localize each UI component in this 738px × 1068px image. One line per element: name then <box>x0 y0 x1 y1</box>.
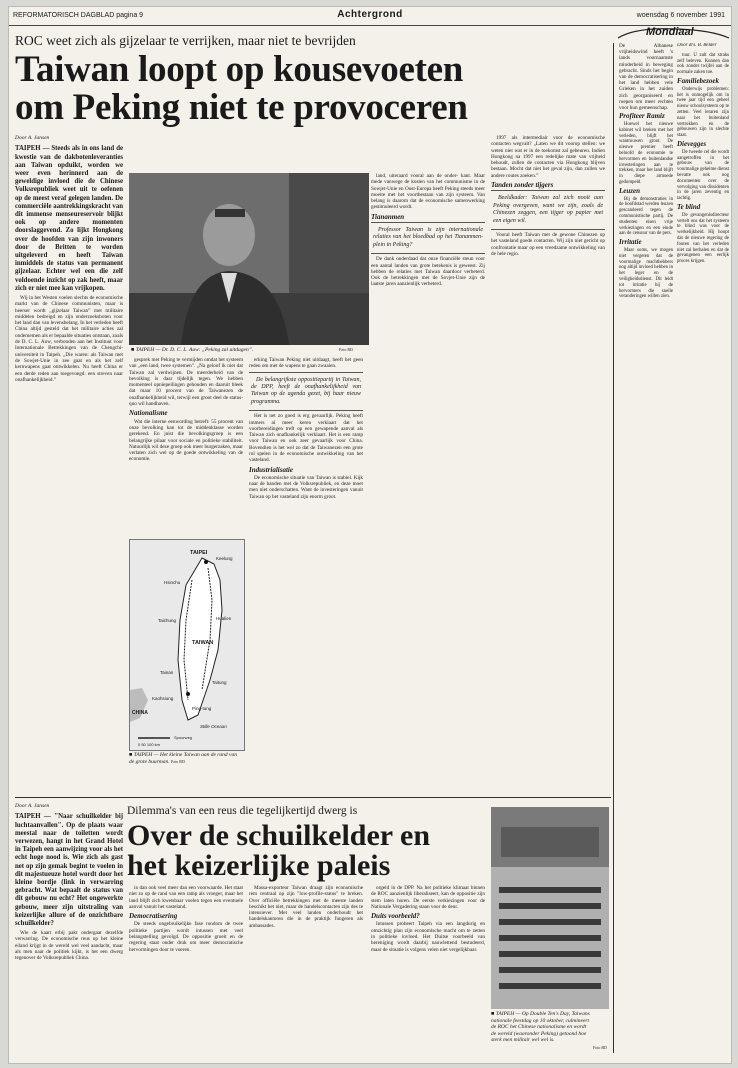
subheading: Nationalisme <box>129 409 168 418</box>
body-text: De gevangenisdirecteur vertelt ons dat het systeem te blind was voor de werkelijkheid. Hij hoopt dat de nieuwe regering de fouten van het verleden niet zal herhalen en dat de gevangenen een eerlijk proces krijgen. <box>677 212 729 265</box>
newspaper-page <box>8 6 732 1064</box>
article2-kicker: Dilemma's van een reus die tegelijkertijd dwerg is <box>127 805 358 817</box>
sidebar-divider <box>613 43 614 1053</box>
body-text: 1997 als intermediair voor de economische contacten wegvalt? „Laten we dit voorop stellen: we weten niet wat er in de toekomst zal gebeuren. Indien Hongkong na 1997 een redelijke mate van vrijheid behoudt, zullen de contacten via Hongkong blijven bestaan. Mocht dat niet het geval zijn, dan zullen we andere routes zoeken.” <box>491 135 605 179</box>
headline-line-2: om Peking niet te provoceren <box>15 87 468 128</box>
map-label-taichung: Taichung <box>158 618 177 623</box>
article2-column-4 <box>371 885 485 1053</box>
headline-line-1: Over de schuilkelder en <box>127 819 431 852</box>
parade-image <box>491 807 609 1009</box>
page-header <box>9 7 731 26</box>
map-caption: ■ TAIPEH — Het kleine Taiwan aan de rand van de grote buurman. Foto RD <box>129 752 237 765</box>
photo2-credit: Foto RD <box>593 1045 607 1050</box>
issue-date: woensdag 6 november 1991 <box>636 12 725 19</box>
subheading: Irritatie <box>619 238 642 247</box>
body-text: De economische situatie van Taiwan is stabiel. Kijk naar de banden met de Volksrepubliek, en deze moet men niet onderschatten. Want de investeringen vanuit Taiwan op het vasteland zijn enorm groot. <box>249 474 363 500</box>
section-title: Achtergrond <box>337 9 403 20</box>
pull-quote: De belangrijkste oppositiepartij in Taiwan, de DPP, heeft de onafhankelijkheid van Taiwan op de agenda gezet, bij haar nieuw programma. <box>249 372 363 412</box>
body-text: Wie de kaart erbij pakt ondergaat dezelfde verwarring. De economische reus op het kleine eiland krijgt in de wereld wel veel aandacht, maar als men naar de politiek kijkt, is het een dwerg tegenover de Volksrepubliek China. <box>15 930 123 962</box>
map-label-taiwan: TAIWAN <box>192 640 214 646</box>
map-label-tainan: Tainan <box>160 670 174 675</box>
subheading: Profiteer Ramiz <box>619 112 665 121</box>
article1-kicker: ROC weet zich als gijzelaar te verrijken, maar niet te bevrijden <box>15 33 356 48</box>
body-text: Wij in het Westen voelen slechts de economische markt van de Chinese communisten, maar is heerser wordt „gijzelaar Taiwan” met militaire middelen bedreigd en zijn onderzoeksboten voor het land dan van levensbelang. In het verleden heeft China altijd gesteld dat het militaire acties zal ondernemen als er bepaalde situaties ontstaan, zoals de D. C. L. Auw, verbonden aan het Instituut voor Internationale Betrekkingen van de Chengchi-universiteit in Taipeh. „Die waren: als Taiwan met de Sowjet-Unie in zee gaat en als het zelf kernwapens gaat ontwikkelen. Nu heeft China er een derde reden aan toegevoegd: een streven naar onafhankelijkheid.” <box>15 294 123 383</box>
article1-column-1 <box>15 135 123 810</box>
body-text: Onderwijs problemen: het is onmogelijk om in twee jaar tijd een geheel nieuw schoolsysteem op te zetten. Veel leraren zijn naar het buitenland vertrokken en de gebouwen zijn in slechte staat. <box>677 86 729 139</box>
map-label-china: CHINA <box>132 710 148 716</box>
byline: Door A. Jansen <box>15 803 50 809</box>
article1-column-4 <box>371 173 485 813</box>
subheading: Dievegges <box>677 139 707 148</box>
sidebar-lead: De Albanese vrijheidswind heeft 's lands voornaamste minderheid in beweging gebracht. Sinds het begin van de democratisering in het land hebben vele Grieken in het zuiden zich georganiseerd en roepen om meer rechten voor hun gemeenschap. <box>619 43 673 112</box>
map-label-hsinchu: Hsinchu <box>164 580 181 585</box>
article-lead: TAIPEH — "Naar schuilkelder bij luchtaanvallen". Op de plaats waar meestal naar de toiletten wordt verwezen, hangt in het Grand Hotel in Taipeh een aanwijzing voor als het echt hoge nood is. Wie zich als gast net op zijn gemak begint te voelen in dit majestueuze hotel wordt door het kleine bordje (link in verwarring gebracht. Wat bepaalt de status van dit gebouw nu echt? Het ongewerkte gebouw, meer zijn uitstraling van keizerlijke allure of de onzichtbare schuilkelder? <box>15 813 123 927</box>
map-label-taipei: TAIPEI <box>190 550 208 556</box>
subheading: Industrialisatie <box>249 465 293 474</box>
body-text: Vooral heeft Taiwan met de gewone Chinezen op het vasteland goede contacten. Wij zijn niet gericht op confrontatie maar op een vreedzame ontwikkeling van de hele regio. <box>491 232 605 257</box>
byline: Door A. Jansen <box>15 135 50 141</box>
sidebar-label: Mondiaal <box>616 25 731 39</box>
map-scale: 0 50 100 km <box>138 742 161 747</box>
sidebar-column-1 <box>619 43 673 1053</box>
article1-headline <box>15 51 610 127</box>
body-text: De tweede cel die wordt aangetroffen in het gebouw van de voormalige geheime dienst bevatte ook nog documenten over de vervolging van dissidenten in de jaren zeventig en tachtig. <box>677 149 729 202</box>
parade-photo <box>491 807 609 1009</box>
article1-column-3 <box>249 357 363 812</box>
map-legend: Spoorweg <box>174 735 193 740</box>
article2-column-3 <box>249 885 363 1053</box>
article-divider <box>15 797 611 798</box>
headline-line-1: Taiwan loopt op kousevoeten <box>15 49 463 90</box>
body-text: Wat die interne eenwording betreft: 55 procent van onze bevolking kan tot de middenklasse worden gerekend. En juist die bevolkingsgroep is een belangrijke pilaar voor sociale en politieke stabiliteit. Natuurlijk wil deze groep ook meer burgerzaken, maar verlaten zich wel op de goede ontwikkeling van de economie. <box>129 418 243 463</box>
photo2-caption: ■ TAIPEH — Op Double Ten's Day, Taiwans nationale feestdag op 10 oktober, culmineert de ROC het Chinese nationalisme en wordt de wereld (waaronder Peking) getoond hoe sterk men militair wel wel is. <box>491 1011 590 1043</box>
body-text: Bij de demonstraties in de hoofdstad werden leuzen gescandeerd tegen de communistische partij. De studenten eisen vrije verkiezingen en een einde aan de censuur van de pers. <box>619 196 673 237</box>
map-label-hualien: Hualien <box>216 616 232 621</box>
subheading: Duits voorbeeld? <box>371 912 420 921</box>
body-text: erking Taiwan Peking niet uitdaagt, heeft het geen reden om met de wapens te gaan zwaaien. <box>249 357 363 370</box>
subheading: Tiananmen <box>371 212 405 221</box>
subheading: Familiebezoek <box>677 76 719 85</box>
body-text: Massa-exporteur Taiwan draagt zijn economische rem centraal op zijn "low-profile-status" te breken. Over officiële betrekkingen met de meeste landen beschikt het niet, maar de handelscontacten zijn des te intensiever. Met veel landen onderhoudt het handelskantoren die in de praktijk fungeren als ambassades. <box>249 885 363 929</box>
map-label-keelung: Keelung <box>216 556 233 561</box>
body-text: Intussen probeert Taipeh via een langdurig en omzichtig plan zijn economische macht om te zetten in politieke invloed. Het Duitse voorbeeld van hereniging wordt daarbij nauwlettend bestudeerd, maar de situatie is volgens velen niet vergelijkbaar. <box>371 921 485 953</box>
sidebar-column-2 <box>677 43 729 1053</box>
article1-column-2 <box>129 357 243 537</box>
map-label-kaohsiung: Kaohsiung <box>152 696 174 701</box>
body-text: Maar soms, we mogen niet vergeten dat de voormalige machthebbers nog altijd invloed hebben in het leger en de veiligheidsdienst. Dit leidt tot irritatie bij de hervormers die snelle veranderingen willen zien. <box>619 247 673 300</box>
portrait-image <box>129 173 369 345</box>
headline-line-2: het keizerlijke paleis <box>127 849 391 882</box>
subheading: Democratisering <box>129 912 178 921</box>
paper-name: REFORMATORISCH DAGBLAD pagina 9 <box>13 12 144 19</box>
portrait-photo <box>129 173 369 345</box>
pull-quote: Professor Taiwan is zijn internationale relaties van het bloedbad op het Tiananmen-plein in Peking? <box>371 222 485 254</box>
body-text: orgeld in de DPP. Na het politieke klimaat binnen de ROC aanzienlijk liberaliseert, kan de oppositie zijn stem laten horen. De eerste verkiezingen voor de Nationale Vergadering staan voor de deur. <box>371 885 485 910</box>
subheading: Te blind <box>677 202 701 211</box>
body-text: De dank onderdaad dat onze financiële steun voor een aantal landen van grote betekenis is geweest. Zij hebben de relaties met Taiwan daardoor verbeterd. Ook de betrekkingen met de Sovjet-Unie zijn de laatste jaren aanzienlijk verbeterd. <box>371 256 485 288</box>
body-text: tuur. U zult dat straks zelf beleven. Kunnen dan ook zonder twijfel aan de normale zaken toe. <box>677 52 729 76</box>
map-credit: Foto RD <box>170 758 185 764</box>
taiwan-map <box>129 539 245 751</box>
map-label-sea: Stille Oceaan <box>200 724 227 729</box>
body-text: Hoewel het nieuwe kabinet wil breken met het verleden, blijft het wantrouwen groot. De nieuwe premier heeft beloofd de economie te hervormen en buitenlandse investeringen aan te trekken, maar het land blijft in diepe armoede gedompeld. <box>619 122 673 185</box>
map-graphic <box>130 540 244 750</box>
sidebar-byline: Door drs. B. Belder <box>677 43 717 48</box>
pull-quote: Beeldkader: Taiwan zal zich nooit aan Peking overgeven, want we zijn, zoals de Chinezen zeggen, een tijger op papier met een eigen wil. <box>491 190 605 230</box>
subheading: Tanden zonder tijgers <box>491 181 554 190</box>
article2-column-1 <box>15 803 123 1053</box>
photo1-credit: Foto RD <box>339 347 353 352</box>
body-text: De steeds ongebruikelijke fase rondom de twee politieke partijen wordt intussen met veel belangstelling gevolgd. De oppositie groeit en de regering staat onder druk om meer democratische hervormingen door te voeren. <box>129 921 243 953</box>
article2-column-2 <box>129 885 243 1053</box>
caption-marker: ■ <box>491 1011 496 1017</box>
caption-marker: ■ <box>131 347 136 353</box>
subheading: Leuzen <box>619 186 640 195</box>
body-text: gesprek met Peking te vermijden omdat het systeem van „een land, twee systemen”. „Na geloof ik niet dat Taiwan zal verdwijnen. De meerderheid van de bevolking is daar tijdelijk tegen. We hebben momenteel opniepeilingen gehouden en daaruit bleek dat maar 10 procent van de Taiwanezen de onafhankelijkheid wil, terwijl een groot deel de status-quo wil handhaven. <box>129 357 243 408</box>
body-text: Het is net zo goed is erg gevaarlijk. Peking heeft immers al meer keren verklaart dat het voorbereidingen treft op een gewapende aanval als Taiwan zich onafhankelijk verklaart. Het is een ramp voor Taiwan en ook zeer gevaarlijk voor China. Bovendien is het wel zo dat de Taiwanezen een grote rol spelen in de economische ontwikkeling van het vasteland. <box>249 413 363 464</box>
article-lead: TAIPEH — Steeds als in ons land de kwestie van de dakbotenleveranties aan Taiwan opduikt, worden we weer even herinnerd aan de geweldige invloed die de Chinese Volksrepubliek weet uit te oefenen op de meest veraf gelegen landen. De commerciële aantrekkingskracht van dit immense menseureservoir blijkt ook op andere momenten doorslaggevend. Zo lijkt Hongkong over de hoofden van zijn inwoners door de Britten te worden uitgeleverd en heeft Taiwan inmiddels de status van permanent gijzelaar. Echter wel een die zelf voldoende inzicht op zak heeft, maar zich er niet mee kan vrijkopen. <box>15 145 123 292</box>
body-text: in dan ook veel meer dan een voorwaarde. Het staat niet zo op de rand van een ramp als vroeger, maar het land blijft zich kwetsbaar voelen tegen een eventuele aanval vanuit het vasteland. <box>129 885 243 910</box>
map-label-taitung: Taitung <box>212 680 227 685</box>
article1-column-5 <box>491 135 605 815</box>
body-text: land, uiteraard vooral aan de onder- kant. Maar mede vanwege de kosten van het communisme in de Sowjet-Unie en Oost-Europa heeft Peking steeds meer moeite met het voortbestaan van zijn systeem. Van belang is daarom dat de economische samenwerking gestimuleerd wordt. <box>371 173 485 211</box>
map-label-pingtung: Ping-tung <box>192 706 212 711</box>
photo1-caption: ■ TAIPEH — Dr. D. C. L. Auw: „Peking zal uitdagen”. <box>131 347 254 353</box>
caption-marker: ■ <box>129 752 134 758</box>
article2-headline <box>127 821 547 881</box>
